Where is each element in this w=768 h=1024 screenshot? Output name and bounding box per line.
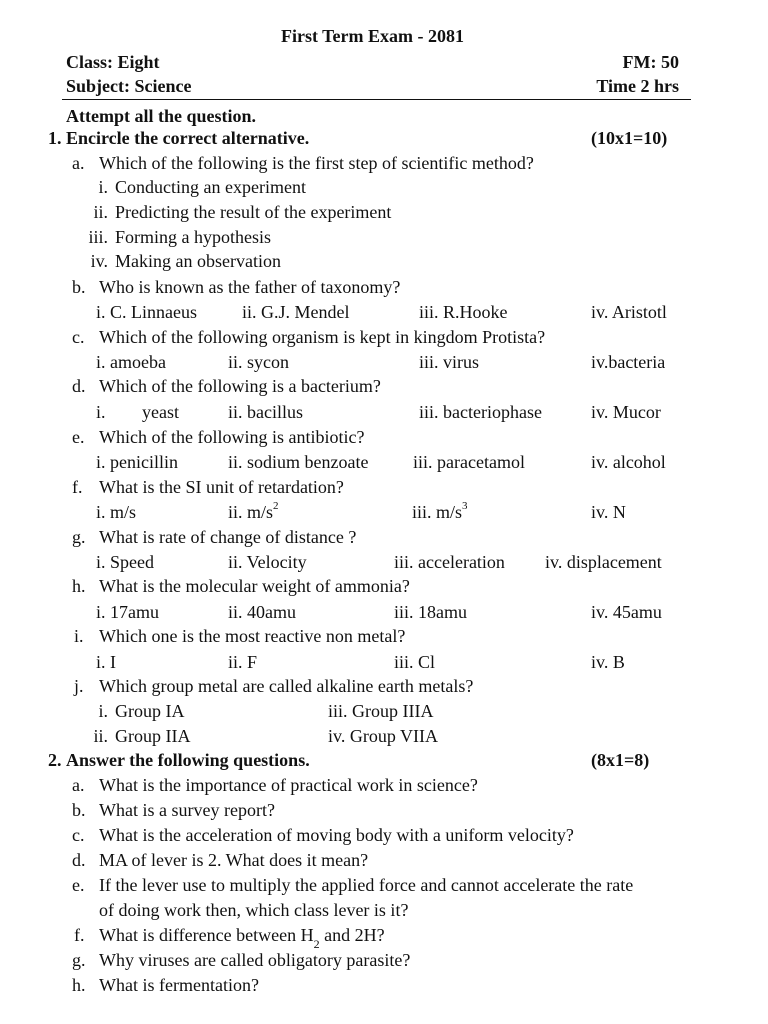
class-label: Class: Eight [66,52,160,72]
q2f-marker: f. [74,925,85,945]
q1c-opt1: i. amoeba [96,352,166,372]
q1i-question: Which one is the most reactive non metal? [99,626,406,646]
q1e-marker: e. [72,427,85,447]
q1f-marker: f. [72,477,83,497]
q2g-question: Why viruses are called obligatory parasite? [99,950,411,970]
q1d-opt1-marker: i. [96,402,106,422]
q1j-opt2-marker: ii. [93,726,108,746]
q1g-opt3: iii. acceleration [394,552,505,572]
full-marks-label: FM: 50 [622,52,679,72]
q1a-opt2-marker: ii. [93,202,108,222]
q1b-question: Who is known as the father of taxonomy? [99,277,401,297]
q1d-question: Which of the following is a bacterium? [99,376,381,396]
q2d-marker: d. [72,850,86,870]
q2a-marker: a. [72,775,85,795]
q1f-opt3: iii. $m/s^3$ [412,500,468,522]
q1b-opt3: iii. R.Hooke [419,302,508,322]
q1f-opt2-exponent: 2 [273,500,279,512]
subject-label: Subject: Science [66,76,192,96]
q1i-opt4: iv. B [591,652,625,672]
q1-marks: (10x1=10) [591,128,668,148]
q2g-marker: g. [72,950,86,970]
q1g-opt4: iv. displacement [545,552,662,572]
q2d-question: MA of lever is 2. What does it mean? [99,850,369,870]
q1j-marker: j. [74,676,84,696]
q1i-marker: i. [74,626,84,646]
q2e-question: If the lever use to multiply the applied force and cannot accelerate the rate [99,875,634,895]
q1a-question: Which of the following is the first step of scientific method? [99,153,534,173]
q1j-opt4: iv. Group VIIA [328,726,438,746]
q1e-opt2: ii. sodium benzoate [228,452,369,472]
q1d-opt3: iii. bacteriophase [419,402,542,422]
q2e-question-line2: of doing work then, which class lever is it? [99,900,409,920]
q1j-opt1: Group IA [115,701,185,721]
q1e-opt4: iv. alcohol [591,452,666,472]
q2b-marker: b. [72,800,86,820]
q1i-opt2: ii. F [228,652,258,672]
time-label: Time 2 hrs [596,76,679,96]
q2h-marker: h. [72,975,86,995]
q1h-marker: h. [72,576,86,596]
page-title: First Term Exam - 2081 [281,26,464,46]
q1g-opt2: ii. Velocity [228,552,307,572]
q1e-opt3: iii. paracetamol [413,452,525,472]
q1d-opt1: yeast [142,402,179,422]
q1f-question: What is the SI unit of retardation? [99,477,344,497]
q1h-question: What is the molecular weight of ammonia? [99,576,410,596]
q1f-opt4: iv. N [591,502,626,522]
q2c-question: What is the acceleration of moving body with a uniform velocity? [99,825,574,845]
q2c-marker: c. [72,825,85,845]
q1h-opt4: iv. 45amu [591,602,662,622]
q1d-marker: d. [72,376,86,396]
q1h-opt2: ii. 40amu [228,602,296,622]
q1d-opt4: iv. Mucor [591,402,661,422]
q2-number: 2. [48,750,62,770]
q1a-opt3-marker: iii. [88,227,108,247]
q2f-subscript: 2 [313,936,320,951]
q1b-opt4: iv. Aristotl [591,302,667,322]
q2b-question: What is a survey report? [99,800,275,820]
q1b-opt1: i. C. Linnaeus [96,302,197,322]
q1c-opt3: iii. virus [419,352,480,372]
q2a-question: What is the importance of practical work in science? [99,775,478,795]
q2-heading: Answer the following questions. [66,750,310,770]
q1a-opt2: Predicting the result of the experiment [115,202,392,222]
q1c-question: Which of the following organism is kept in kingdom Protista? [99,327,546,347]
instruction: Attempt all the question. [66,106,256,126]
q2-marks: (8x1=8) [591,750,650,770]
q1c-marker: c. [72,327,85,347]
q2f-question: What is difference between $H_2$ and 2H? [99,925,385,951]
q1e-opt1: i. penicillin [96,452,178,472]
q1j-opt2: Group IIA [115,726,191,746]
q1g-question: What is rate of change of distance ? [99,527,357,547]
q1a-opt4-marker: iv. [90,251,108,271]
q1i-opt3: iii. Cl [394,652,436,672]
q2e-marker: e. [72,875,85,895]
q2h-question: What is fermentation? [99,975,259,995]
header-divider [62,99,691,100]
q1h-opt1: i. 17amu [96,602,159,622]
q1f-opt1: i. m/s [96,502,137,522]
q1h-opt3: iii. 18amu [394,602,467,622]
q1-heading: Encircle the correct alternative. [66,128,310,148]
q1a-opt1-marker: i. [98,177,108,197]
q1j-question: Which group metal are called alkaline earth metals? [99,676,474,696]
q1-number: 1. [48,128,62,148]
q1c-opt2: ii. sycon [228,352,289,372]
q1i-opt1: i. I [96,652,116,672]
q1a-opt4: Making an observation [115,251,281,271]
q1f-opt2: ii. $m/s^2$ [228,500,279,522]
q1a-opt1: Conducting an experiment [115,177,306,197]
q1c-opt4: iv.bacteria [591,352,666,372]
q1d-opt2: ii. bacillus [228,402,303,422]
q1a-marker: a. [72,153,85,173]
q1g-opt1: i. Speed [96,552,154,572]
q1a-opt3: Forming a hypothesis [115,227,271,247]
q1f-opt3-exponent: 3 [462,500,468,512]
q1b-marker: b. [72,277,86,297]
q1e-question: Which of the following is antibiotic? [99,427,365,447]
q1j-opt3: iii. Group IIIA [328,701,434,721]
q1g-marker: g. [72,527,86,547]
q1b-opt2: ii. G.J. Mendel [242,302,350,322]
q1j-opt1-marker: i. [98,701,108,721]
